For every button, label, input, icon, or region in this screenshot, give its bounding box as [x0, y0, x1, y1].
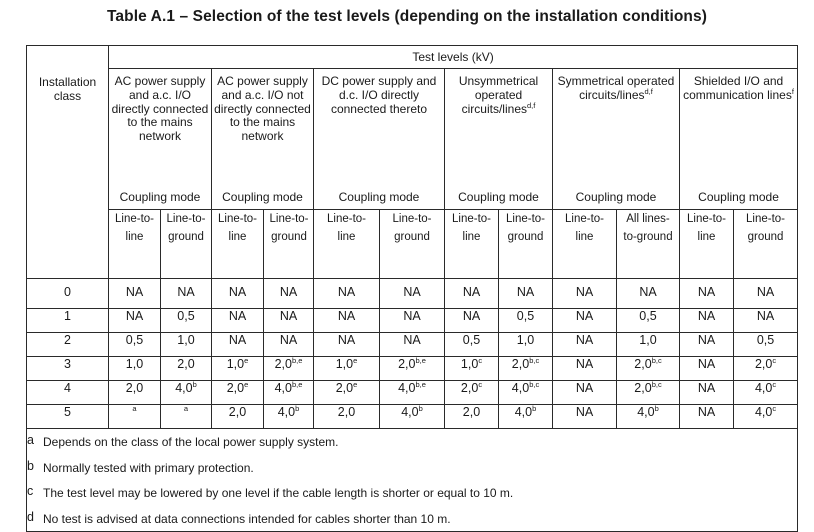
test-level-cell	[499, 405, 553, 429]
test-level-value: NA	[337, 309, 356, 323]
test-level-cell	[734, 279, 798, 309]
test-level-value: 0,5	[125, 333, 144, 347]
test-level-cell	[212, 381, 264, 405]
test-level-value: 1,0	[639, 333, 657, 347]
test-level-value: NA	[639, 285, 657, 299]
test-level-cell	[553, 405, 617, 429]
test-level-cell	[109, 279, 161, 309]
test-level-value: NA	[575, 333, 594, 347]
footnote-ref: c	[772, 403, 777, 413]
installation-class-cell: 2	[27, 333, 109, 357]
footnote	[27, 506, 797, 532]
test-level-value: NA	[228, 285, 247, 299]
test-level-cell	[314, 381, 380, 405]
subheader-cell: Line-to-line	[212, 210, 264, 279]
subheader-cell: Line-to-line	[314, 210, 380, 279]
table-row	[27, 333, 798, 357]
test-level-value: NA	[337, 285, 356, 299]
test-level-cell	[499, 333, 553, 357]
test-level-cell	[212, 309, 264, 333]
test-level-cell	[680, 357, 734, 381]
footnote-ref: b,c	[529, 355, 540, 365]
footnote-text: No test is advised at data connections intended for cables shorter than 10 m.	[43, 511, 451, 526]
test-level-value: NA	[337, 333, 356, 347]
footnote-ref: b	[295, 403, 300, 413]
test-level-cell	[617, 279, 680, 309]
test-level-value: 1,0	[516, 333, 535, 347]
coupling-mode-label: Coupling mode	[119, 190, 201, 205]
installation-class-cell: 1	[27, 309, 109, 333]
group-label: Unsymmetrical operated circuits/lines	[458, 74, 539, 116]
footnote-ref: a	[183, 403, 189, 413]
group-footnote-ref: f	[791, 86, 794, 96]
footnote-ref: b	[192, 379, 197, 389]
test-level-value: 1,0	[125, 357, 144, 371]
test-level-value: 1,0	[177, 333, 195, 347]
test-level-value: NA	[516, 285, 535, 299]
test-level-cell	[680, 333, 734, 357]
table-row	[27, 357, 798, 381]
test-level-value: 2,0	[754, 357, 773, 371]
test-level-value: 4,0	[401, 405, 419, 419]
test-level-cell	[617, 405, 680, 429]
test-level-value: NA	[575, 357, 594, 371]
group-header-shielded	[680, 69, 798, 210]
table-row	[27, 405, 798, 429]
test-level-cell	[617, 309, 680, 333]
footnote-ref: e	[353, 355, 358, 365]
test-level-value: NA	[462, 285, 481, 299]
test-level-value: NA	[403, 309, 421, 323]
test-level-value: 2,0	[335, 381, 354, 395]
test-level-value: NA	[756, 285, 775, 299]
subheader-row	[27, 210, 798, 279]
test-level-value: 4,0	[274, 381, 292, 395]
test-level-cell	[161, 405, 212, 429]
group-header-dc	[314, 69, 445, 210]
test-level-cell	[314, 405, 380, 429]
footnote-text: Normally tested with primary protection.	[43, 460, 254, 475]
test-level-value: NA	[279, 285, 298, 299]
subheader-cell: Line-to-ground	[264, 210, 314, 279]
footnote-ref: b,e	[291, 355, 303, 365]
subheader-cell: Line-to-line	[553, 210, 617, 279]
footnote-ref: b	[654, 403, 659, 413]
group-header-ac-direct	[109, 69, 212, 210]
coupling-mode-label: Coupling mode	[575, 190, 657, 205]
test-level-value: NA	[756, 309, 775, 323]
test-level-cell	[380, 279, 445, 309]
installation-class-cell: 0	[27, 279, 109, 309]
test-level-cell	[212, 279, 264, 309]
test-level-value: 4,0	[514, 405, 533, 419]
footnote-ref: c	[478, 379, 483, 389]
test-level-cell	[617, 381, 680, 405]
test-level-cell	[499, 357, 553, 381]
test-level-cell	[109, 333, 161, 357]
group-label: DC power supply and d.c. I/O directly connected thereto	[321, 74, 437, 116]
footnote-letter: a	[27, 433, 34, 447]
test-level-cell	[734, 405, 798, 429]
test-level-cell	[264, 309, 314, 333]
group-label: AC power supply and a.c. I/O not directly connected to the mains network	[214, 74, 311, 144]
test-level-cell	[680, 381, 734, 405]
test-level-value: 2,0	[511, 357, 530, 371]
test-level-value: 2,0	[634, 381, 652, 395]
footnote	[27, 455, 797, 481]
test-level-value: 2,0	[634, 357, 652, 371]
test-level-value: 2,0	[177, 357, 195, 371]
test-level-cell	[314, 333, 380, 357]
test-level-value: NA	[403, 333, 421, 347]
data-body	[27, 279, 798, 429]
test-level-cell	[264, 381, 314, 405]
installation-class-header	[27, 46, 109, 279]
subheader-cell: Line-to-line	[680, 210, 734, 279]
test-level-cell	[734, 309, 798, 333]
test-level-cell	[380, 405, 445, 429]
test-level-value: 1,0	[335, 357, 354, 371]
test-level-value: 2,0	[398, 357, 416, 371]
footnote-letter: b	[27, 458, 34, 473]
test-level-cell	[734, 357, 798, 381]
footnote-ref: a	[132, 403, 137, 413]
installation-class-cell: 3	[27, 357, 109, 381]
test-level-value: NA	[697, 381, 716, 395]
test-level-cell	[617, 333, 680, 357]
test-level-value: 0,5	[516, 309, 535, 323]
subheader-cell: Line-to-ground	[499, 210, 553, 279]
test-level-value: NA	[279, 309, 298, 323]
test-level-cell	[680, 309, 734, 333]
test-level-value: 2,0	[125, 381, 144, 395]
test-level-cell	[553, 357, 617, 381]
footnote-ref: b,e	[415, 355, 426, 365]
test-level-value: 0,5	[639, 309, 657, 323]
test-level-cell	[264, 405, 314, 429]
test-level-value: 1,0	[226, 357, 245, 371]
test-level-value: NA	[228, 309, 247, 323]
subheader-cell: Line-to-line	[109, 210, 161, 279]
test-level-cell	[161, 357, 212, 381]
test-level-value: NA	[403, 285, 421, 299]
footnote-ref: c	[772, 355, 777, 365]
group-footnote-ref: d,f	[644, 86, 653, 96]
coupling-mode-label: Coupling mode	[222, 190, 303, 205]
table-row	[27, 279, 798, 309]
footnote	[27, 429, 797, 455]
test-level-value: NA	[177, 285, 195, 299]
test-level-cell	[445, 381, 499, 405]
test-level-value: NA	[697, 333, 716, 347]
test-level-cell	[553, 381, 617, 405]
footnote-letter: d	[27, 509, 34, 524]
test-level-cell	[445, 333, 499, 357]
test-level-cell	[734, 381, 798, 405]
footnote-ref: e	[244, 355, 249, 365]
test-level-cell	[264, 279, 314, 309]
test-level-value: NA	[697, 405, 716, 419]
test-level-cell	[553, 309, 617, 333]
footnote-ref: b,e	[415, 379, 426, 389]
group-label: Shielded I/O and communication lines	[683, 74, 792, 102]
footnote-ref: b,c	[651, 355, 662, 365]
test-level-cell	[380, 333, 445, 357]
test-level-value: 0,5	[462, 333, 481, 347]
test-level-cell	[212, 333, 264, 357]
table-row	[27, 309, 798, 333]
test-level-cell	[264, 333, 314, 357]
footnote	[27, 480, 797, 506]
test-level-cell	[109, 357, 161, 381]
test-level-value: 2,0	[228, 405, 247, 419]
subheader-cell: Line-to-ground	[380, 210, 445, 279]
footnote-ref: b	[418, 403, 423, 413]
test-level-value: NA	[228, 333, 247, 347]
test-level-value: NA	[125, 309, 144, 323]
group-header-ac-indirect	[212, 69, 314, 210]
test-level-cell	[380, 357, 445, 381]
subheader-cell: Line-to-ground	[161, 210, 212, 279]
test-level-value: 2,0	[274, 357, 292, 371]
installation-class-cell: 4	[27, 381, 109, 405]
test-level-value: NA	[697, 309, 716, 323]
installation-class-cell: 5	[27, 405, 109, 429]
footnote-letter: c	[27, 484, 34, 498]
test-level-cell	[109, 381, 161, 405]
group-header-unsymmetrical	[445, 69, 553, 210]
test-level-cell	[161, 309, 212, 333]
test-level-value: NA	[575, 285, 594, 299]
footnote-ref: e	[353, 379, 358, 389]
test-level-cell	[161, 279, 212, 309]
test-level-value: NA	[697, 357, 716, 371]
test-level-cell	[553, 333, 617, 357]
group-footnote-ref: d,f	[527, 100, 536, 110]
test-level-value: 4,0	[175, 381, 193, 395]
test-level-cell	[680, 279, 734, 309]
coupling-mode-label: Coupling mode	[338, 190, 420, 205]
test-level-cell	[264, 357, 314, 381]
footnote-text: Depends on the class of the local power supply system.	[43, 435, 339, 449]
footnote-ref: c	[478, 355, 483, 365]
test-level-cell	[161, 381, 212, 405]
test-level-cell	[499, 381, 553, 405]
footnote-ref: e	[244, 379, 249, 389]
test-level-value: 4,0	[754, 405, 773, 419]
group-header-symmetrical	[553, 69, 680, 210]
test-level-cell	[314, 357, 380, 381]
test-level-cell	[445, 279, 499, 309]
test-level-cell	[734, 333, 798, 357]
group-label: Symmetrical operated circuits/lines	[557, 74, 675, 102]
table-title: Table A.1 – Selection of the test levels (depending on the installation conditions)	[107, 8, 707, 25]
test-level-cell	[212, 357, 264, 381]
test-level-cell	[499, 309, 553, 333]
coupling-mode-label: Coupling mode	[458, 190, 539, 205]
test-level-value: 4,0	[277, 405, 296, 419]
test-level-value: NA	[462, 309, 481, 323]
test-level-cell	[380, 381, 445, 405]
test-level-value: 2,0	[460, 381, 479, 395]
table-row	[27, 381, 798, 405]
test-level-value: 1,0	[460, 357, 479, 371]
test-level-value: 4,0	[398, 381, 416, 395]
test-level-cell	[499, 279, 553, 309]
test-level-value: 0,5	[756, 333, 775, 347]
footnote-ref: b	[532, 403, 537, 413]
subheader-cell: All lines-to-ground	[617, 210, 680, 279]
test-level-value: NA	[575, 309, 594, 323]
footnote-ref: c	[772, 379, 777, 389]
footnote-ref: b,c	[529, 379, 540, 389]
test-level-value: NA	[279, 333, 298, 347]
test-level-cell	[680, 405, 734, 429]
installation-class-label: Installation class	[38, 75, 97, 103]
test-level-value: 0,5	[177, 309, 195, 323]
footnote-ref: b,e	[291, 379, 303, 389]
footnotes	[27, 429, 798, 532]
group-label: AC power supply and a.c. I/O directly connected to the mains network	[111, 74, 209, 144]
test-level-value: 2,0	[226, 381, 245, 395]
footnote-ref: b,c	[651, 379, 662, 389]
test-level-cell	[445, 309, 499, 333]
footnote-text: The test level may be lowered by one level if the cable length is shorter or equal to 10 m.	[43, 486, 514, 500]
test-level-cell	[617, 357, 680, 381]
test-level-cell	[161, 333, 212, 357]
test-level-value: 2,0	[462, 405, 481, 419]
test-level-value: NA	[575, 405, 594, 419]
subheader-cell: Line-to-ground	[734, 210, 798, 279]
test-level-cell	[109, 309, 161, 333]
test-level-cell	[314, 309, 380, 333]
test-level-cell	[445, 357, 499, 381]
test-level-value: 4,0	[637, 405, 655, 419]
test-level-cell	[553, 279, 617, 309]
test-level-cell	[445, 405, 499, 429]
test-level-value: NA	[697, 285, 716, 299]
test-levels-header: Test levels (kV)	[109, 46, 798, 69]
test-levels-table	[26, 45, 798, 532]
test-level-cell	[314, 279, 380, 309]
test-level-value: 2,0	[337, 405, 356, 419]
coupling-mode-label: Coupling mode	[698, 190, 779, 205]
test-level-cell	[212, 405, 264, 429]
test-level-value: NA	[575, 381, 594, 395]
subheader-cell: Line-to-line	[445, 210, 499, 279]
test-level-value: NA	[125, 285, 144, 299]
test-level-value: 4,0	[754, 381, 773, 395]
test-level-cell	[109, 405, 161, 429]
test-level-cell	[380, 309, 445, 333]
test-level-value: 4,0	[511, 381, 530, 395]
